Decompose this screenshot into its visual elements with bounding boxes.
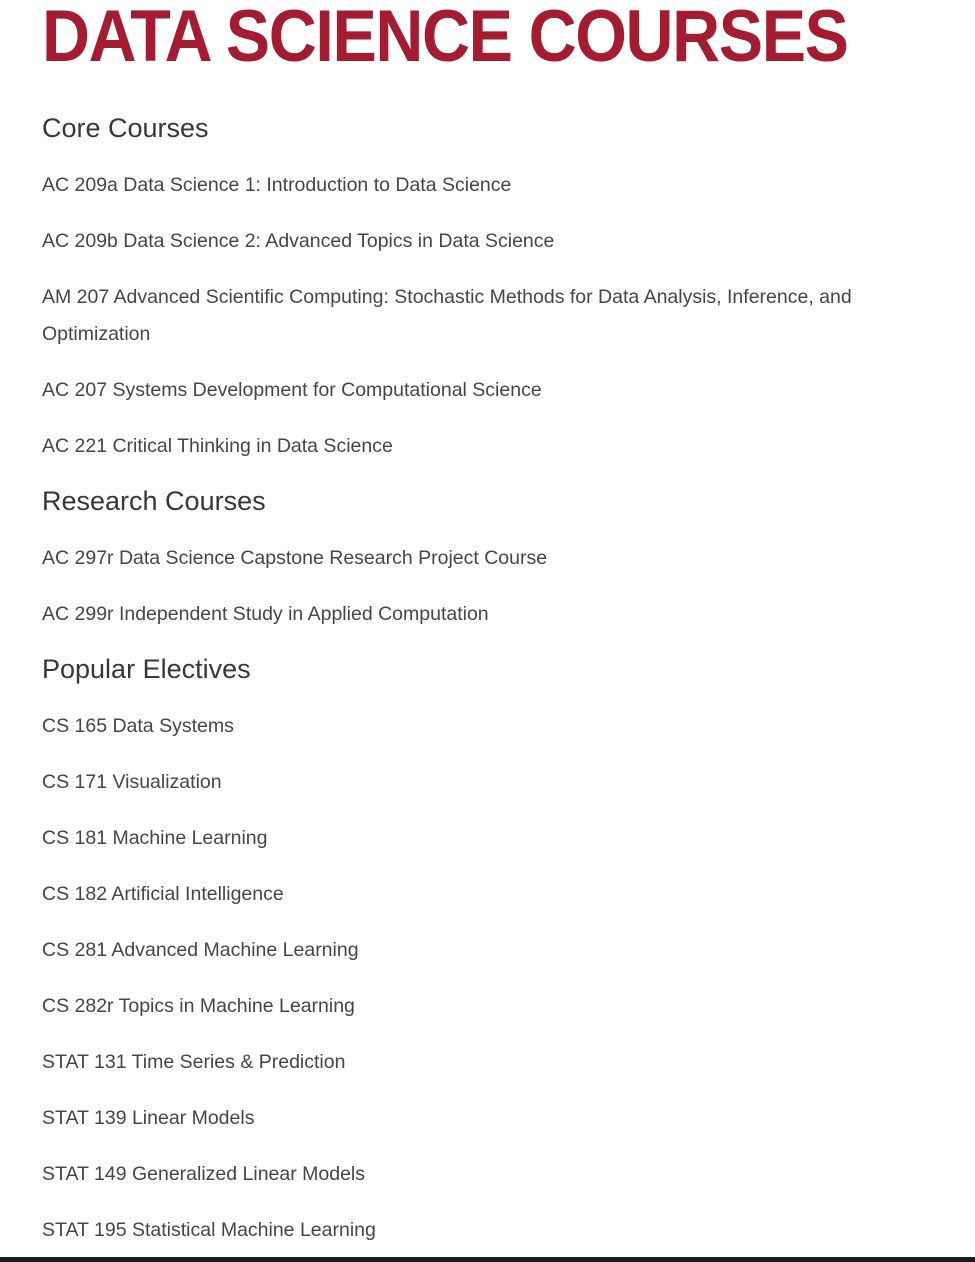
section-heading-popular-electives: Popular Electives xyxy=(42,654,251,684)
bottom-bar xyxy=(0,1257,975,1262)
section-core-courses xyxy=(42,111,949,465)
course-item: AC 207 Systems Development for Computational Science xyxy=(42,379,542,401)
page-title: DATA SCIENCE COURSES xyxy=(42,0,848,77)
course-item: AC 299r Independent Study in Applied Computation xyxy=(42,603,489,625)
section-research-courses xyxy=(42,484,949,633)
course-item: AC 209b Data Science 2: Advanced Topics in Data Science xyxy=(42,230,555,252)
course-item: AC 209a Data Science 1: Introduction to Data Science xyxy=(42,174,512,196)
course-item: CS 181 Machine Learning xyxy=(42,827,268,849)
section-heading-core-courses: Core Courses xyxy=(42,113,209,143)
course-item: STAT 149 Generalized Linear Models xyxy=(42,1163,366,1185)
course-item: CS 182 Artificial Intelligence xyxy=(42,883,284,905)
course-item: CS 165 Data Systems xyxy=(42,715,234,737)
course-item: STAT 139 Linear Models xyxy=(42,1107,255,1129)
course-item: CS 171 Visualization xyxy=(42,771,222,793)
course-item: CS 281 Advanced Machine Learning xyxy=(42,939,359,961)
section-heading-research-courses: Research Courses xyxy=(42,486,266,516)
section-popular-electives xyxy=(42,652,949,1249)
course-item: STAT 195 Statistical Machine Learning xyxy=(42,1219,376,1241)
course-item: CS 282r Topics in Machine Learning xyxy=(42,995,355,1017)
course-item: STAT 131 Time Series & Prediction xyxy=(42,1051,346,1073)
course-item: AC 221 Critical Thinking in Data Science xyxy=(42,435,393,457)
course-item: AM 207 Advanced Scientific Computing: Stochastic Methods for Data Analysis, Inference, and Optimization xyxy=(42,286,852,345)
course-item: AC 297r Data Science Capstone Research Project Course xyxy=(42,547,548,569)
